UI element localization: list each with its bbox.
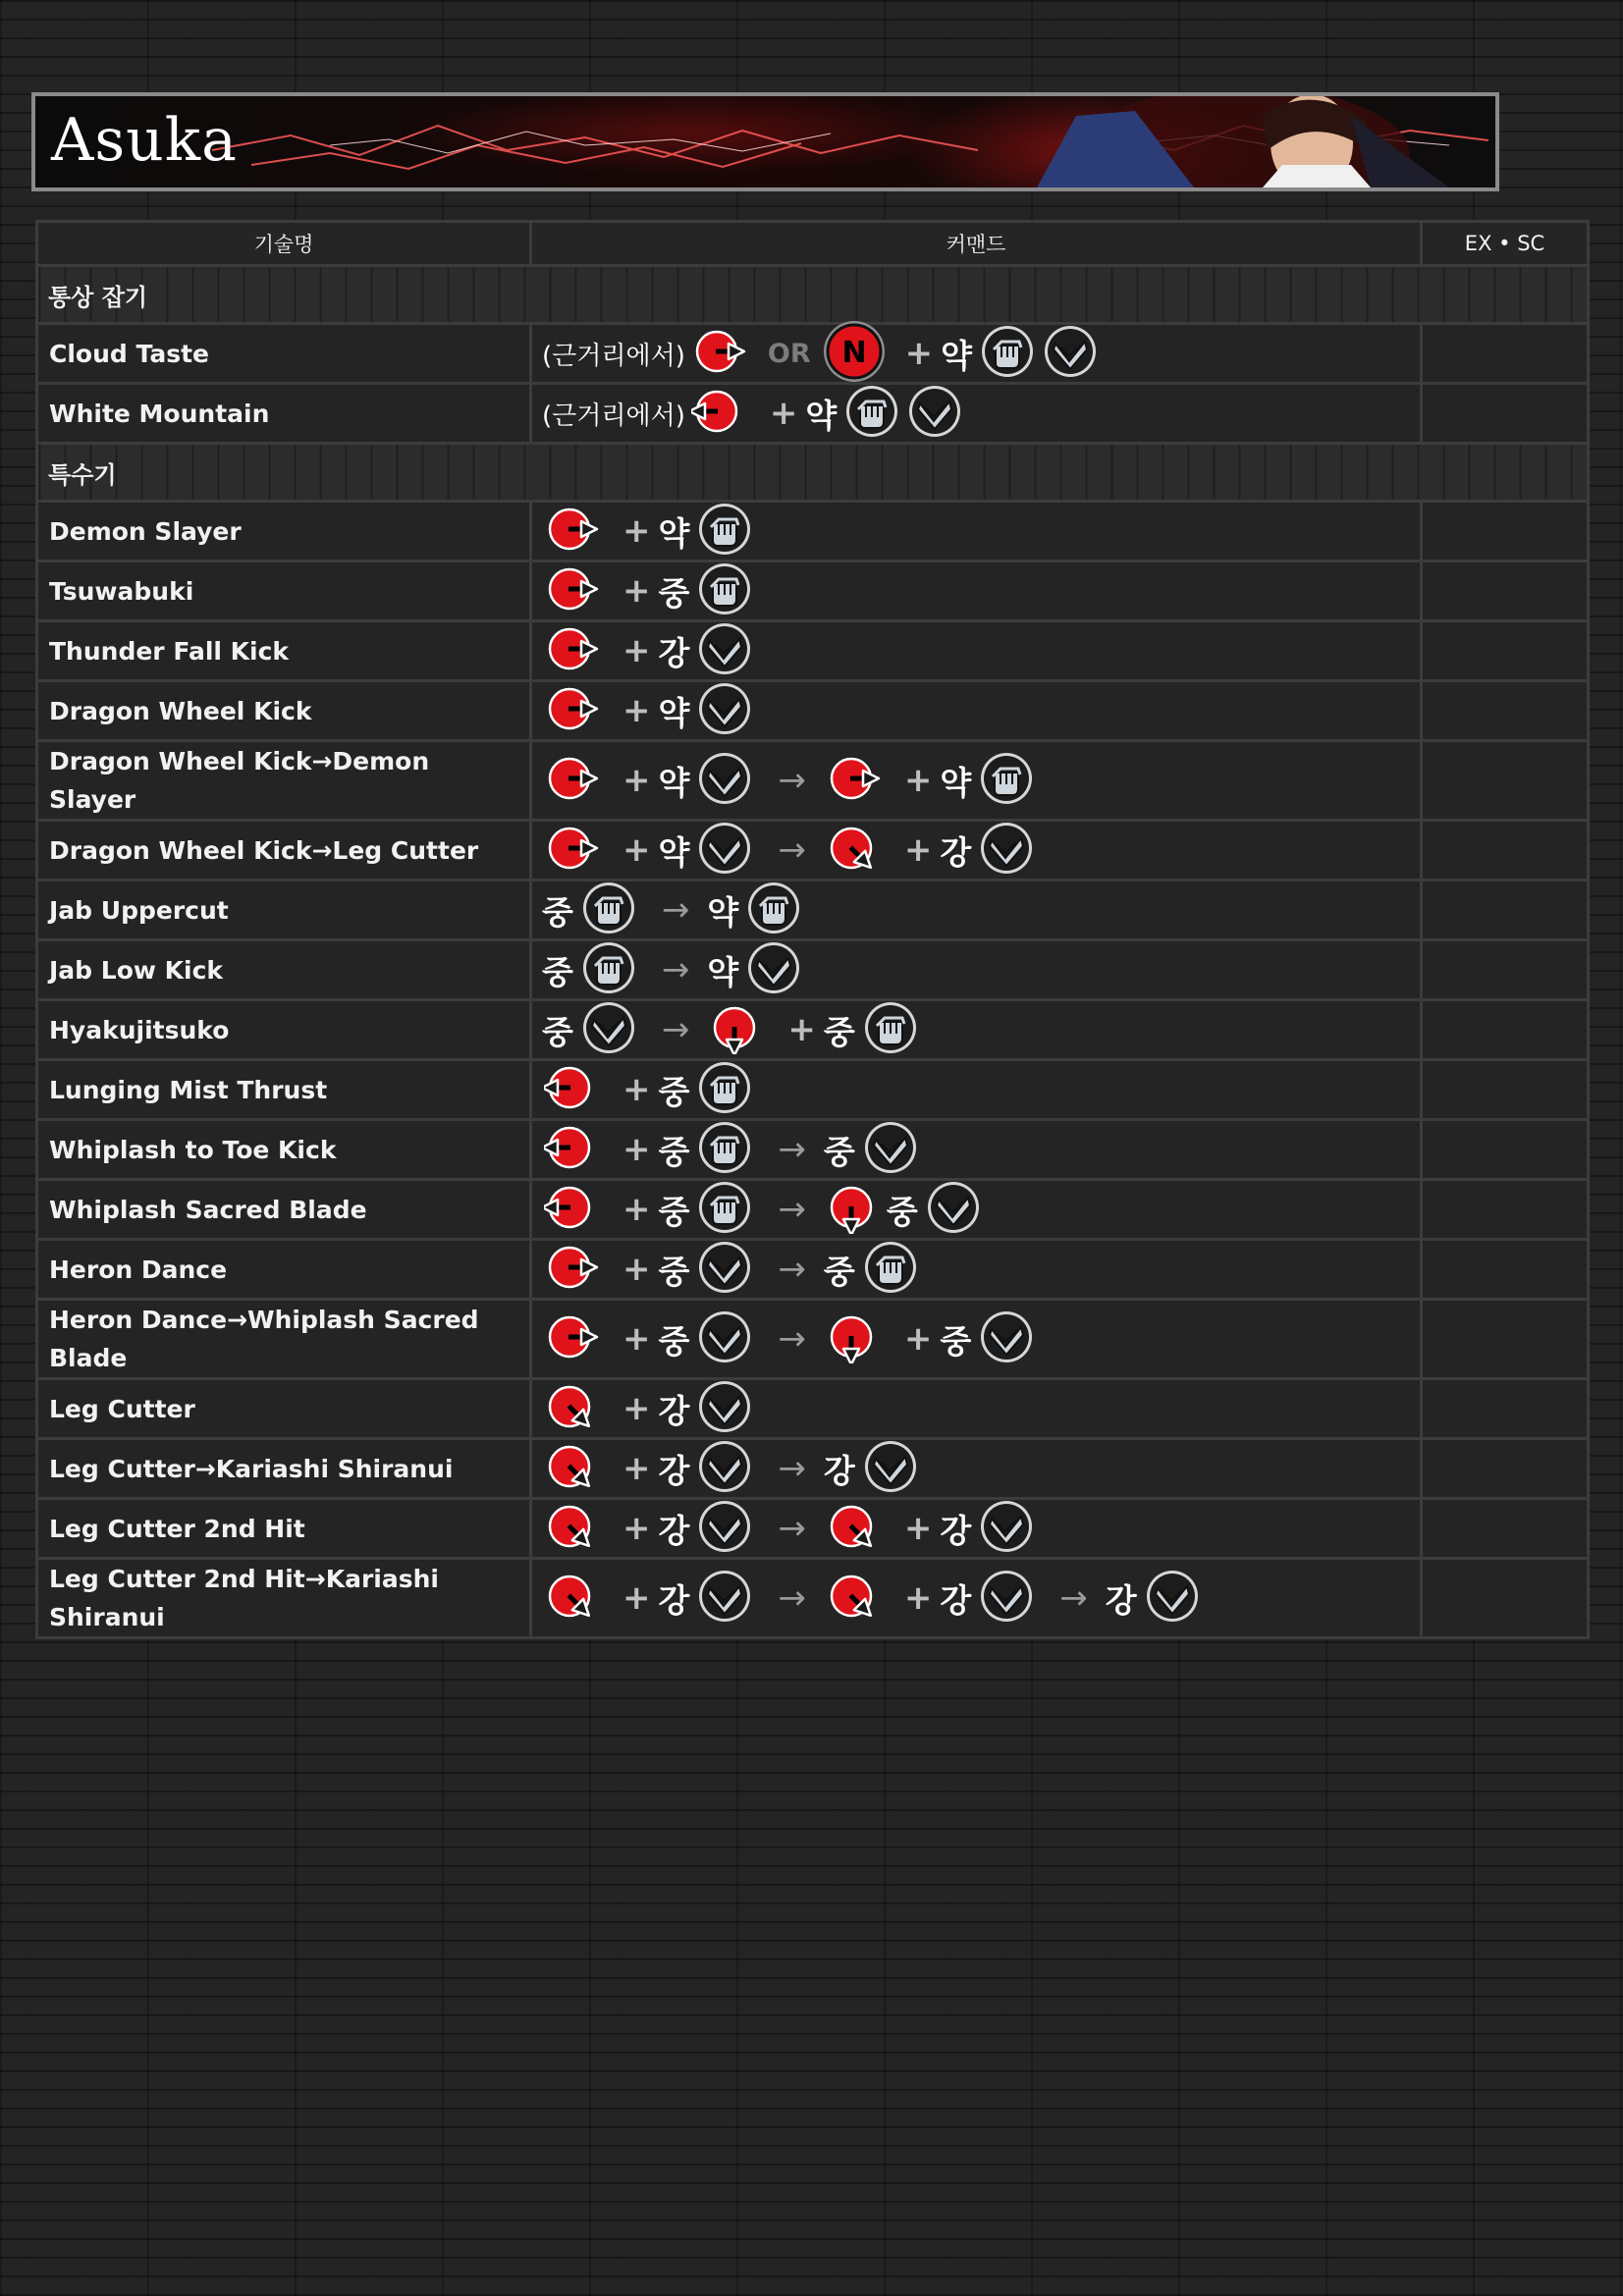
punch-button-icon — [746, 881, 801, 939]
plus-sign: + — [622, 1070, 651, 1109]
plus-sign: + — [622, 1449, 651, 1488]
kick-button-icon — [1043, 324, 1098, 383]
strength-label: 강 — [658, 1451, 690, 1490]
header-command: 커맨드 — [531, 222, 1422, 266]
punch-button-icon — [581, 940, 636, 999]
kick-button-icon — [979, 1499, 1034, 1558]
direction-forward-icon — [544, 1241, 603, 1298]
command-sequence — [542, 1570, 1410, 1627]
move-name: Dragon Wheel Kick→Leg Cutter — [37, 821, 531, 881]
punch-button-icon — [697, 1060, 752, 1119]
strength-label: 중 — [542, 952, 573, 991]
direction-forward-icon — [544, 822, 603, 879]
plus-sign: + — [622, 631, 651, 670]
direction-downforward-icon — [544, 1380, 603, 1437]
section-title: 특수기 — [37, 444, 1589, 502]
direction-forward-icon — [544, 752, 603, 809]
strength-label: 중 — [886, 1192, 918, 1231]
move-command — [531, 1240, 1422, 1300]
table-row — [37, 1379, 1589, 1439]
sequence-arrow: → — [778, 1130, 806, 1169]
plus-sign: + — [622, 761, 651, 800]
plus-sign: + — [622, 1319, 651, 1359]
ex-sc-cell — [1422, 384, 1589, 444]
punch-button-icon — [980, 324, 1035, 383]
strength-label: 약 — [805, 396, 838, 435]
move-name: Thunder Fall Kick — [37, 621, 531, 681]
command-sequence — [542, 752, 1410, 809]
table-row — [37, 1180, 1589, 1240]
kick-button-icon — [697, 681, 752, 740]
plus-sign: + — [903, 830, 933, 870]
kick-button-icon — [863, 1439, 918, 1498]
ex-sc-cell — [1422, 1439, 1589, 1499]
direction-downforward-icon — [544, 1440, 603, 1497]
table-row — [37, 384, 1589, 444]
sequence-arrow: → — [661, 950, 690, 989]
strength-label: 약 — [940, 763, 972, 802]
strength-label: 약 — [941, 336, 973, 375]
table-row — [37, 681, 1589, 741]
move-name: Leg Cutter→Kariashi Shiranui — [37, 1439, 531, 1499]
or-label: OR — [767, 338, 811, 369]
table-row — [37, 502, 1589, 561]
kick-button-icon — [697, 751, 752, 810]
command-sequence — [542, 1500, 1410, 1557]
direction-forward-icon — [544, 682, 603, 739]
move-command — [531, 1499, 1422, 1559]
kick-button-icon — [979, 1569, 1034, 1628]
sequence-arrow: → — [778, 761, 806, 800]
direction-down-icon — [826, 1310, 885, 1367]
ex-sc-cell — [1422, 1060, 1589, 1120]
table-row — [37, 940, 1589, 1000]
move-name: Heron Dance→Whiplash Sacred Blade — [37, 1300, 531, 1379]
ex-sc-cell — [1422, 940, 1589, 1000]
kick-button-icon — [863, 1120, 918, 1179]
plus-sign: + — [904, 334, 934, 373]
ex-sc-cell — [1422, 1240, 1589, 1300]
kick-button-icon — [697, 621, 752, 680]
command-sequence — [542, 881, 1410, 938]
kick-button-icon — [926, 1180, 981, 1239]
command-sequence — [542, 822, 1410, 879]
command-sequence — [542, 682, 1410, 739]
move-name: Whiplash Sacred Blade — [37, 1180, 531, 1240]
command-sequence — [542, 941, 1410, 998]
command-sequence — [542, 385, 1410, 442]
plus-sign: + — [787, 1010, 816, 1049]
command-sequence — [542, 622, 1410, 679]
strength-label: 약 — [658, 763, 690, 802]
command-sequence — [542, 1121, 1410, 1178]
ex-sc-cell — [1422, 1300, 1589, 1379]
strength-label: 강 — [658, 633, 690, 672]
plus-sign: + — [622, 1190, 651, 1229]
strength-label: 약 — [658, 513, 690, 553]
sequence-arrow: → — [778, 1449, 806, 1488]
direction-downforward-icon — [826, 822, 885, 879]
command-sequence — [542, 1001, 1410, 1058]
ex-sc-cell — [1422, 1499, 1589, 1559]
punch-button-icon — [697, 502, 752, 561]
move-command — [531, 881, 1422, 940]
strength-label: 중 — [658, 1192, 690, 1231]
kick-button-icon — [697, 821, 752, 880]
punch-button-icon — [979, 751, 1034, 810]
punch-button-icon — [581, 881, 636, 939]
strength-label: 중 — [823, 1132, 855, 1171]
strength-label: 약 — [707, 952, 739, 991]
table-row — [37, 1439, 1589, 1499]
neutral-n-icon — [821, 318, 888, 389]
direction-downforward-icon — [544, 1500, 603, 1557]
direction-forward-icon — [544, 562, 603, 619]
move-name: Heron Dance — [37, 1240, 531, 1300]
move-command — [531, 1379, 1422, 1439]
move-command — [531, 1060, 1422, 1120]
ex-sc-cell — [1422, 1120, 1589, 1180]
strength-label: 중 — [658, 1132, 690, 1171]
direction-downforward-icon — [826, 1500, 885, 1557]
kick-button-icon — [697, 1309, 752, 1368]
sequence-arrow: → — [778, 1250, 806, 1289]
strength-label: 약 — [658, 693, 690, 732]
strength-label: 강 — [940, 832, 972, 872]
kick-button-icon — [581, 1000, 636, 1059]
direction-down-icon — [709, 1001, 768, 1058]
sequence-arrow: → — [661, 1010, 690, 1049]
table-header-row — [37, 222, 1589, 266]
direction-forward-icon — [826, 752, 885, 809]
table-row — [37, 1300, 1589, 1379]
ex-sc-cell — [1422, 1180, 1589, 1240]
ex-sc-cell — [1422, 621, 1589, 681]
move-name: White Mountain — [37, 384, 531, 444]
plus-sign: + — [622, 1389, 651, 1428]
strength-label: 강 — [658, 1391, 690, 1430]
kick-button-icon — [979, 1309, 1034, 1368]
kick-button-icon — [1145, 1569, 1200, 1628]
move-name: Leg Cutter 2nd Hit — [37, 1499, 531, 1559]
section-title: 통상 잡기 — [37, 266, 1589, 324]
sequence-arrow: → — [661, 890, 690, 930]
strength-label: 강 — [1105, 1580, 1137, 1620]
plus-sign: + — [622, 571, 651, 611]
command-sequence — [542, 1440, 1410, 1497]
direction-back-icon — [544, 1181, 603, 1238]
punch-button-icon — [697, 1120, 752, 1179]
table-row — [37, 1499, 1589, 1559]
table-row — [37, 1240, 1589, 1300]
move-command — [531, 621, 1422, 681]
plus-sign: + — [622, 1130, 651, 1169]
table-row — [37, 821, 1589, 881]
strength-label: 중 — [658, 573, 690, 613]
plus-sign: + — [622, 691, 651, 730]
character-name: Asuka — [51, 106, 238, 175]
sequence-arrow: → — [778, 1319, 806, 1359]
kick-button-icon — [697, 1439, 752, 1498]
plus-sign: + — [903, 1319, 933, 1359]
kick-button-icon — [697, 1379, 752, 1438]
command-sequence — [542, 1380, 1410, 1437]
direction-back-icon — [544, 1121, 603, 1178]
strength-label: 중 — [823, 1012, 855, 1051]
sequence-arrow: → — [778, 1190, 806, 1229]
command-sequence — [542, 562, 1410, 619]
punch-button-icon — [863, 1000, 918, 1059]
table-row — [37, 621, 1589, 681]
move-command — [531, 502, 1422, 561]
move-command — [531, 1180, 1422, 1240]
strength-label: 중 — [542, 892, 573, 932]
move-command — [531, 1300, 1422, 1379]
punch-button-icon — [863, 1240, 918, 1299]
ex-sc-cell — [1422, 741, 1589, 821]
move-command — [531, 1000, 1422, 1060]
plus-sign: + — [622, 1250, 651, 1289]
strength-label: 중 — [658, 1252, 690, 1291]
move-name: Hyakujitsuko — [37, 1000, 531, 1060]
range-note: (근거리에서) — [542, 341, 685, 371]
command-sequence — [542, 1181, 1410, 1238]
header-ex-sc: EX • SC — [1422, 222, 1589, 266]
strength-label: 중 — [542, 1012, 573, 1051]
direction-downforward-icon — [826, 1570, 885, 1627]
sequence-arrow: → — [778, 1509, 806, 1548]
sequence-arrow: → — [1059, 1578, 1088, 1618]
table-row — [37, 741, 1589, 821]
plus-sign: + — [903, 1578, 933, 1618]
plus-sign: + — [622, 1578, 651, 1618]
command-sequence — [542, 1061, 1410, 1118]
table-row — [37, 324, 1589, 384]
strength-label: 약 — [707, 892, 739, 932]
range-note: (근거리에서) — [542, 400, 685, 431]
lightning-decoration — [35, 96, 1495, 187]
plus-sign: + — [622, 830, 651, 870]
sequence-arrow: → — [778, 1578, 806, 1618]
move-name: Dragon Wheel Kick — [37, 681, 531, 741]
strength-label: 중 — [658, 1072, 690, 1111]
direction-back-icon — [691, 385, 750, 442]
direction-forward-icon — [544, 503, 603, 560]
punch-button-icon — [844, 384, 899, 443]
strength-label: 강 — [940, 1580, 972, 1620]
strength-label: 강 — [658, 1511, 690, 1550]
plus-sign: + — [769, 394, 798, 433]
move-command — [531, 741, 1422, 821]
command-sequence — [542, 325, 1410, 382]
ex-sc-cell — [1422, 821, 1589, 881]
ex-sc-cell — [1422, 324, 1589, 384]
plus-sign: + — [903, 1509, 933, 1548]
ex-sc-cell — [1422, 502, 1589, 561]
strength-label: 약 — [658, 832, 690, 872]
command-sequence — [542, 503, 1410, 560]
ex-sc-cell — [1422, 1559, 1589, 1638]
strength-label: 중 — [823, 1252, 855, 1291]
ex-sc-cell — [1422, 681, 1589, 741]
table-row — [37, 881, 1589, 940]
move-name: Demon Slayer — [37, 502, 531, 561]
command-sequence — [542, 1310, 1410, 1367]
move-name: Cloud Taste — [37, 324, 531, 384]
move-name: Jab Uppercut — [37, 881, 531, 940]
kick-button-icon — [697, 1499, 752, 1558]
header-move-name: 기술명 — [37, 222, 531, 266]
ex-sc-cell — [1422, 561, 1589, 621]
move-command — [531, 821, 1422, 881]
move-name: Dragon Wheel Kick→Demon Slayer — [37, 741, 531, 821]
plus-sign: + — [903, 761, 933, 800]
character-banner — [31, 92, 1499, 191]
move-name: Whiplash to Toe Kick — [37, 1120, 531, 1180]
strength-label: 중 — [658, 1321, 690, 1361]
plus-sign: + — [622, 1509, 651, 1548]
table-row — [37, 1120, 1589, 1180]
kick-button-icon — [697, 1569, 752, 1628]
kick-button-icon — [907, 384, 962, 443]
move-name: Leg Cutter 2nd Hit→Kariashi Shiranui — [37, 1559, 531, 1638]
move-command — [531, 1439, 1422, 1499]
move-command — [531, 940, 1422, 1000]
move-name: Jab Low Kick — [37, 940, 531, 1000]
move-name: Leg Cutter — [37, 1379, 531, 1439]
move-list-table — [35, 220, 1590, 1639]
ex-sc-cell — [1422, 1000, 1589, 1060]
section-header-row — [37, 444, 1589, 502]
ex-sc-cell — [1422, 881, 1589, 940]
svg-text:N: N — [841, 336, 867, 370]
direction-back-icon — [544, 1061, 603, 1118]
table-row — [37, 561, 1589, 621]
direction-forward-icon — [544, 1310, 603, 1367]
direction-forward-icon — [691, 325, 750, 382]
move-command — [531, 1120, 1422, 1180]
direction-forward-icon — [544, 622, 603, 679]
strength-label: 강 — [940, 1511, 972, 1550]
sequence-arrow: → — [778, 830, 806, 870]
direction-down-icon — [826, 1181, 885, 1238]
punch-button-icon — [697, 561, 752, 620]
table-row — [37, 1559, 1589, 1638]
move-command — [531, 681, 1422, 741]
section-header-row — [37, 266, 1589, 324]
move-name: Tsuwabuki — [37, 561, 531, 621]
kick-button-icon — [979, 821, 1034, 880]
move-command — [531, 1559, 1422, 1638]
move-command — [531, 324, 1422, 384]
table-row — [37, 1000, 1589, 1060]
table-row — [37, 1060, 1589, 1120]
move-command — [531, 561, 1422, 621]
strength-label: 강 — [823, 1451, 855, 1490]
strength-label: 강 — [658, 1580, 690, 1620]
kick-button-icon — [746, 940, 801, 999]
kick-button-icon — [697, 1240, 752, 1299]
command-sequence — [542, 1241, 1410, 1298]
character-portrait — [1037, 96, 1449, 187]
plus-sign: + — [622, 511, 651, 551]
move-command — [531, 384, 1422, 444]
move-name: Lunging Mist Thrust — [37, 1060, 531, 1120]
punch-button-icon — [697, 1180, 752, 1239]
ex-sc-cell — [1422, 1379, 1589, 1439]
direction-downforward-icon — [544, 1570, 603, 1627]
strength-label: 중 — [940, 1321, 972, 1361]
